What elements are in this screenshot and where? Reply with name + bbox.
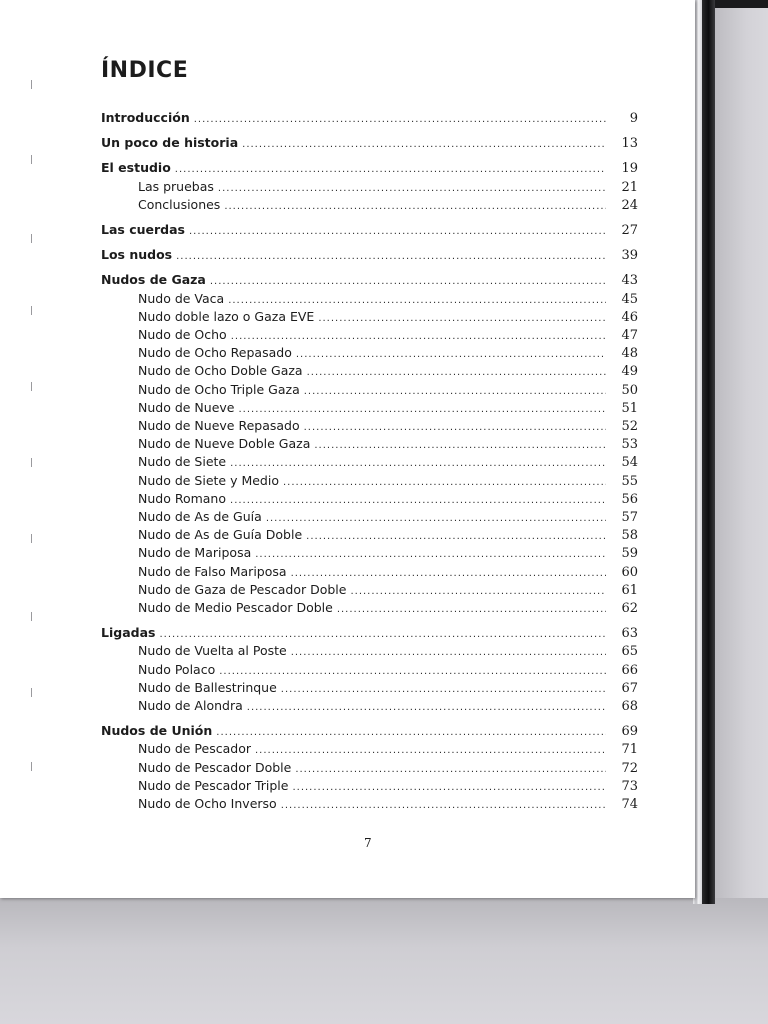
toc-page-number: 47 [621, 328, 638, 343]
toc-subsection-title: Nudo de Siete [138, 454, 227, 470]
toc-entry [101, 723, 638, 740]
toc-subsection-title: Nudo de Ballestrinque [138, 679, 277, 695]
toc-section-title: Un poco de historia [101, 135, 239, 151]
margin-mark [31, 458, 32, 467]
dot-leader [238, 404, 606, 415]
toc-page-number: 13 [621, 136, 638, 152]
toc-subsection-title: Nudo de Vaca [138, 290, 225, 306]
toc-entry [101, 509, 638, 526]
toc-page-number: 74 [621, 797, 638, 812]
toc-page-number: 61 [621, 582, 638, 598]
toc-page-number: 49 [621, 364, 638, 380]
dot-leader [175, 164, 606, 175]
toc-page-number: 52 [621, 419, 638, 434]
dot-leader [304, 422, 606, 433]
margin-mark [31, 234, 32, 243]
toc-entry [101, 247, 638, 264]
toc-page-number: 39 [621, 248, 638, 264]
toc-entry [101, 291, 638, 308]
toc-entry [101, 135, 638, 152]
toc-entry [101, 110, 638, 127]
page-title: ÍNDICE [101, 58, 189, 83]
toc-entry [101, 327, 638, 344]
dot-leader [318, 313, 606, 324]
dot-leader [337, 604, 606, 615]
toc-subsection-title: Nudo de Pescador Doble [138, 759, 292, 775]
toc-entry [101, 222, 638, 239]
toc-entry [101, 400, 638, 417]
toc-page-number: 66 [621, 662, 638, 678]
toc-section-title: El estudio [101, 160, 171, 176]
dot-leader [291, 568, 606, 579]
toc-page-number: 73 [621, 778, 638, 794]
toc-entry [101, 625, 638, 642]
dot-leader [281, 800, 606, 811]
toc-page-number: 63 [621, 626, 638, 642]
margin-mark [31, 688, 32, 697]
toc-entry [101, 345, 638, 362]
margin-mark [31, 534, 32, 543]
toc-subsection-title: Nudo de Gaza de Pescador Doble [138, 581, 347, 597]
toc-subsection-title: Nudo de Falso Mariposa [138, 563, 287, 579]
dot-leader [176, 251, 606, 262]
toc-subsection-title: Nudo de Nueve Doble Gaza [138, 436, 311, 452]
toc-subsection-title: Nudo de Ocho [138, 327, 227, 342]
margin-mark [31, 155, 32, 164]
toc-entry [101, 272, 638, 289]
toc-entry [101, 491, 638, 508]
toc-page-number: 27 [621, 223, 638, 238]
toc-page-number: 53 [621, 437, 638, 453]
toc-section-title: Nudos de Gaza [101, 272, 206, 288]
toc-page-number: 62 [621, 601, 638, 616]
toc-page-number: 43 [621, 273, 638, 289]
toc-entry [101, 473, 638, 490]
margin-mark [31, 306, 32, 315]
toc-entry [101, 309, 638, 326]
background-right [715, 0, 768, 900]
toc-entry [101, 179, 638, 196]
toc-entry [101, 662, 638, 679]
page-number: 7 [364, 836, 372, 850]
toc-page-number: 19 [621, 161, 638, 177]
dot-leader [216, 727, 606, 738]
toc-entry [101, 527, 638, 544]
toc-subsection-title: Nudo de As de Guía Doble [138, 527, 303, 543]
toc-entry [101, 160, 638, 177]
toc-page-number: 54 [621, 455, 638, 471]
dot-leader [350, 586, 606, 597]
dot-leader [230, 458, 606, 469]
toc-subsection-title: Nudo de Medio Pescador Doble [138, 600, 333, 615]
toc-subsection-title: Nudo de Ocho Inverso [138, 796, 277, 811]
toc-page-number: 67 [621, 680, 638, 696]
margin-mark [31, 80, 32, 89]
toc-page-number: 24 [621, 197, 638, 213]
margin-mark [31, 382, 32, 391]
dot-leader [283, 477, 606, 488]
dot-leader [304, 386, 606, 397]
toc-subsection-title: Nudo de As de Guía [138, 509, 262, 524]
dot-leader [210, 276, 606, 287]
toc-page-number: 48 [621, 346, 638, 362]
dot-leader [242, 139, 606, 150]
toc-subsection-title: Nudo Polaco [138, 661, 216, 677]
toc-section-title: Las cuerdas [101, 222, 185, 237]
toc-subsection-title: Nudo de Mariposa [138, 545, 252, 561]
toc-subsection-title: Nudo doble lazo o Gaza EVE [138, 308, 315, 324]
dot-leader [295, 764, 606, 775]
toc-subsection-title: Nudo de Nueve [138, 399, 235, 415]
toc-page-number: 50 [621, 382, 638, 398]
book-spine [702, 0, 715, 904]
toc-page-number: 58 [621, 528, 638, 544]
toc-entry [101, 778, 638, 795]
toc-entry [101, 436, 638, 453]
toc-subsection-title: Nudo Romano [138, 490, 227, 506]
toc-page-number: 55 [621, 473, 638, 489]
toc-page-number: 65 [621, 644, 638, 660]
toc-entry [101, 760, 638, 777]
toc-section-title: Los nudos [101, 247, 173, 263]
toc-subsection-title: Nudo de Siete y Medio [138, 472, 279, 488]
toc-subsection-title: Nudo de Vuelta al Poste [138, 643, 287, 659]
toc-page-number: 9 [629, 111, 638, 126]
toc-entry [101, 197, 638, 214]
dot-leader [291, 647, 606, 658]
toc-entry [101, 454, 638, 471]
margin-mark [31, 762, 32, 771]
toc-page-number: 57 [621, 510, 638, 525]
dot-leader [292, 782, 606, 793]
toc-subsection-title: Nudo de Pescador Triple [138, 777, 289, 793]
dot-leader [314, 440, 606, 451]
toc-entry [101, 382, 638, 399]
margin-mark [31, 612, 32, 621]
toc-subsection-title: Nudo de Alondra [138, 698, 243, 713]
toc-subsection-title: Conclusiones [138, 196, 221, 212]
toc-section-title: Nudos de Unión [101, 723, 213, 739]
dot-leader [189, 226, 606, 237]
dot-leader [228, 295, 606, 306]
dot-leader [218, 183, 606, 194]
toc-entry [101, 796, 638, 813]
toc-page-number: 45 [621, 291, 638, 307]
dot-leader [255, 549, 606, 560]
dot-leader [296, 349, 606, 360]
dot-leader [266, 513, 606, 524]
toc-entry [101, 564, 638, 581]
toc-page-number: 56 [621, 491, 638, 507]
dot-leader [231, 331, 606, 342]
toc-subsection-title: Nudo de Pescador [138, 741, 251, 757]
toc-page-number: 46 [621, 309, 638, 325]
toc-entry [101, 680, 638, 697]
dot-leader [194, 114, 606, 125]
toc-entry [101, 363, 638, 380]
toc-entry [101, 698, 638, 715]
toc-page-number: 21 [621, 179, 638, 195]
dot-leader [307, 367, 606, 378]
toc-subsection-title: Nudo de Ocho Repasado [138, 345, 292, 361]
toc-entry [101, 582, 638, 599]
toc-entry [101, 545, 638, 562]
toc-page-number: 60 [621, 564, 638, 580]
toc-entry [101, 643, 638, 660]
toc-subsection-title: Nudo de Nueve Repasado [138, 418, 300, 433]
dot-leader [224, 201, 606, 212]
toc-section-title: Introducción [101, 110, 190, 125]
toc-page-number: 69 [621, 724, 638, 740]
dot-leader [159, 629, 606, 640]
dot-leader [230, 495, 606, 506]
toc-subsection-title: Las pruebas [138, 178, 214, 194]
toc-subsection-title: Nudo de Ocho Doble Gaza [138, 363, 303, 379]
toc-entry [101, 418, 638, 435]
dot-leader [247, 702, 606, 713]
background-bottom [0, 898, 768, 1024]
toc-section-title: Ligadas [101, 625, 156, 641]
toc-page-number: 71 [621, 742, 638, 758]
toc-page-number: 72 [621, 760, 638, 776]
toc-subsection-title: Nudo de Ocho Triple Gaza [138, 381, 300, 397]
toc-entry [101, 600, 638, 617]
toc-page-number: 68 [621, 699, 638, 714]
toc-page-number: 51 [621, 400, 638, 416]
dot-leader [255, 745, 606, 756]
dot-leader [306, 531, 606, 542]
dot-leader [281, 684, 606, 695]
dot-leader [219, 666, 606, 677]
toc-page-number: 59 [621, 546, 638, 562]
toc-entry [101, 741, 638, 758]
